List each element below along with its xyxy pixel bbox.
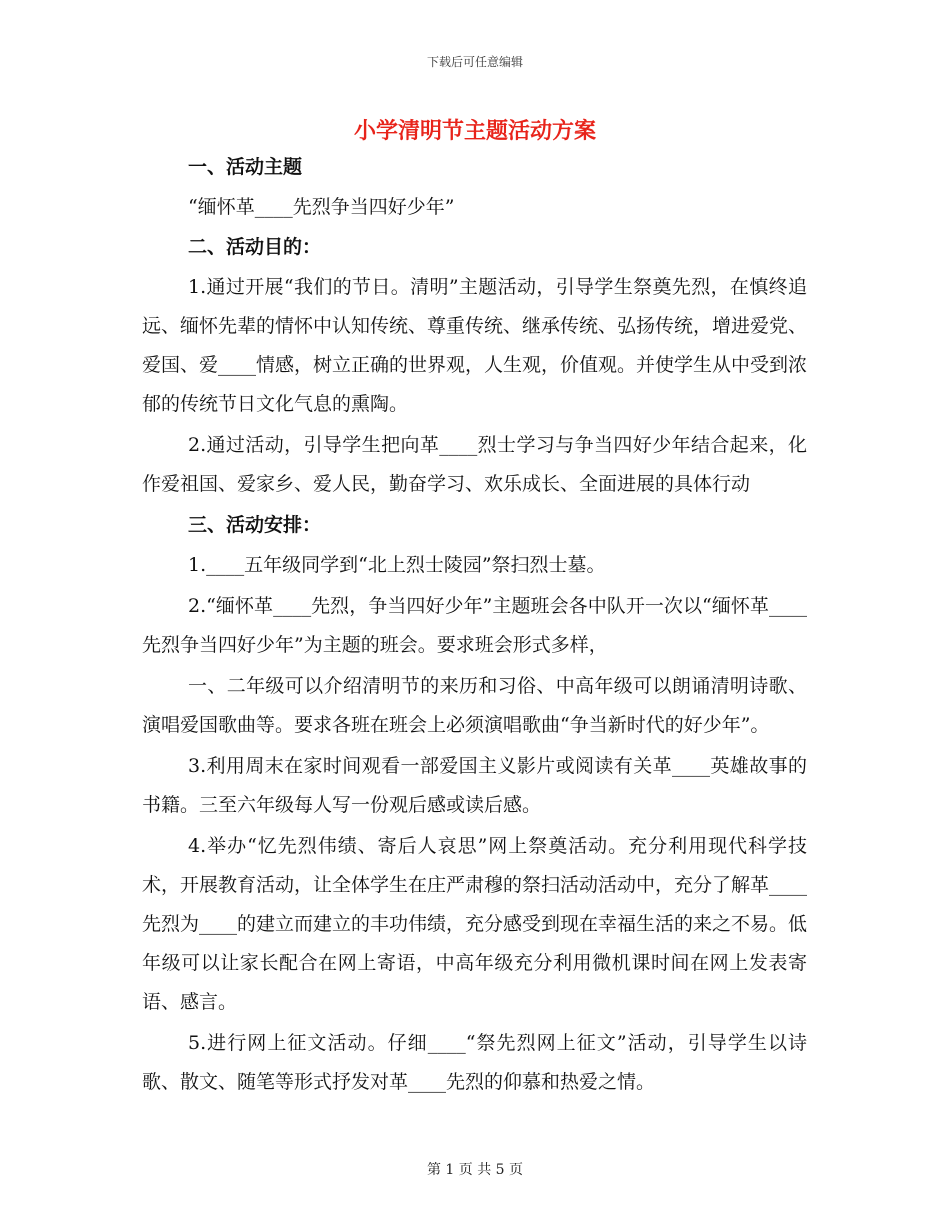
- arrangement-item-2-detail: 一、二年级可以介绍清明节的来历和习俗、中高年级可以朗诵清明诗歌、演唱爱国歌曲等。要求各班在班会上必须演唱歌曲“争当新时代的好少年”。: [142, 675, 807, 736]
- section-heading-arrangement: 三、活动安排：: [188, 514, 322, 536]
- arrangement-item-4: 4.举办“忆先烈伟绩、寄后人哀思”网上祭奠活动。充分利用现代科学技术，开展教育活动，让全体学生在庄严肃穆的祭扫活动活动中，充分了解革____先烈为____的建立而建立的丰功伟绩，充分感受到现在幸福生活的来之不易。低年级可以让家长配合在网上寄语，中高年级充分利用微机课时间在网上发表寄语、感言。: [142, 835, 808, 1013]
- arrangement-item-5: 5.进行网上征文活动。仔细____“祭先烈网上征文”活动，引导学生以诗歌、散文、随笔等形式抒发对革____先烈的仰慕和热爱之情。: [142, 1032, 807, 1093]
- header-note: 下载后可任意编辑: [426, 55, 523, 69]
- section-heading-purpose: 二、活动目的：: [188, 236, 322, 258]
- arrangement-item-3: 3.利用周末在家时间观看一部爱国主义影片或阅读有关革____英雄故事的书籍。三至六年级每人写一份观后感或读后感。: [142, 755, 807, 816]
- purpose-paragraph-2: 2.通过活动，引导学生把向革____烈士学习与争当四好少年结合起来，化作爱祖国、爱家乡、爱人民，勤奋学习、欢乐成长、全面进展的具体行动: [142, 434, 807, 495]
- arrangement-item-2: 2.“缅怀革____先烈，争当四好少年”主题班会各中队开一次以“缅怀革____先烈争当四好少年”为主题的班会。要求班会形式多样，: [142, 595, 807, 656]
- section-heading-theme: 一、活动主题: [188, 156, 303, 178]
- page-footer: 第 1 页 共 5 页: [426, 1162, 524, 1178]
- theme-slogan: “缅怀革____先烈争当四好少年”: [188, 196, 455, 218]
- purpose-paragraph-1: 1.通过开展“我们的节日。清明”主题活动，引导学生祭奠先烈，在慎终追远、缅怀先辈的情怀中认知传统、尊重传统、继承传统、弘扬传统，增进爱党、爱国、爱____情感，树立正确的世界观，人生观，价值观。并使学生从中受到浓郁的传统节日文化气息的熏陶。: [142, 276, 808, 415]
- arrangement-item-1: 1.____五年级同学到“北上烈士陵园”祭扫烈士墓。: [188, 554, 606, 576]
- document-title: 小学清明节主题活动方案: [353, 119, 596, 144]
- document-body: [142, 148, 807, 1102]
